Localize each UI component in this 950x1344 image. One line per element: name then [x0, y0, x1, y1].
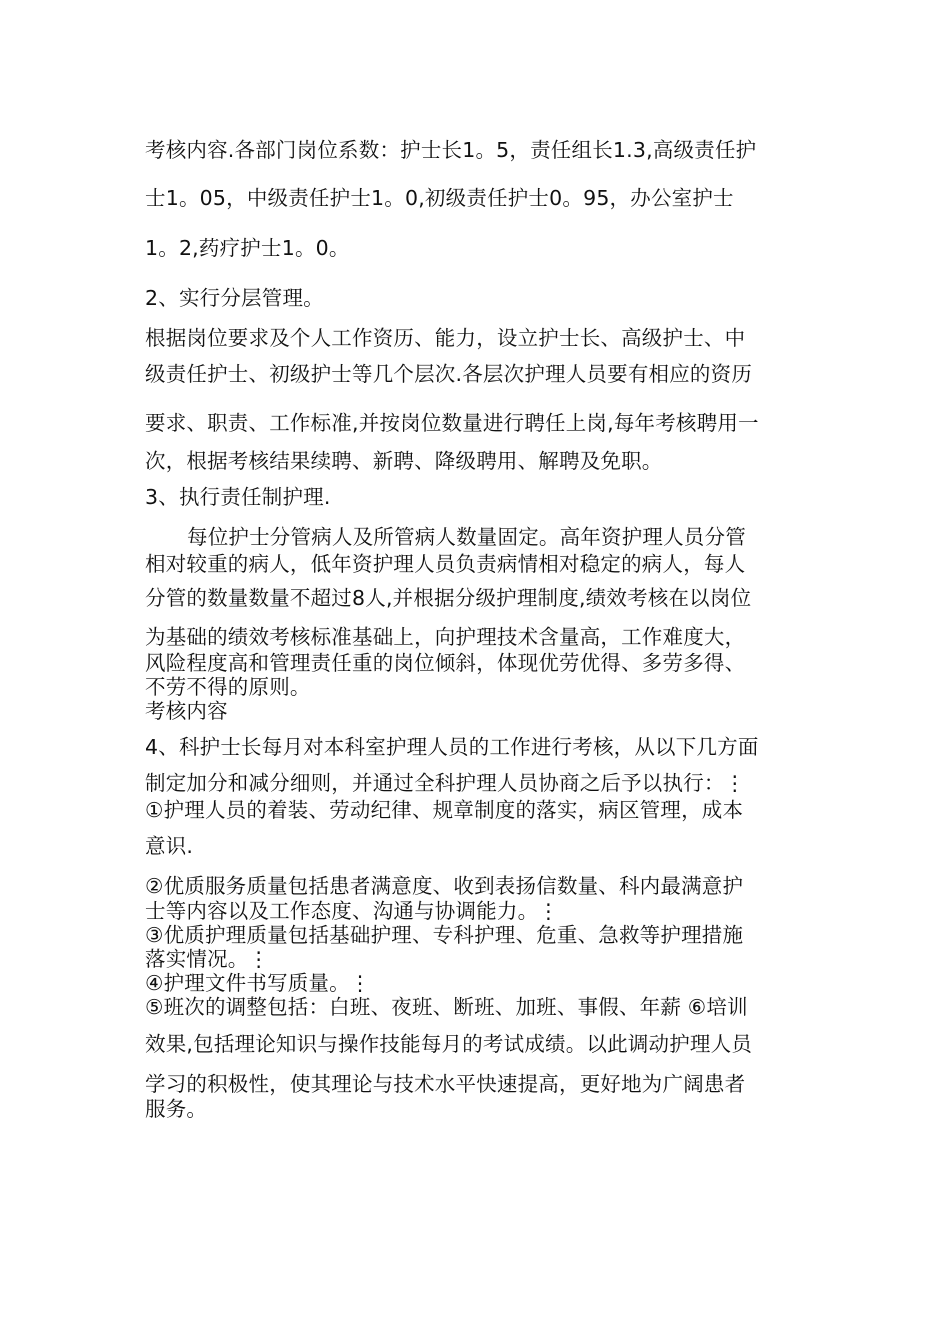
text-line: 不劳不得的原则。	[145, 675, 311, 699]
section-heading: 考核内容	[145, 699, 228, 723]
text-line: 要求、职责、工作标准,并按岗位数量进行聘任上岗,每年考核聘用一	[145, 411, 759, 435]
text-line: 风险程度高和管理责任重的岗位倾斜，体现优劳优得、多劳多得、	[145, 651, 746, 675]
text-line: 考核内容.各部门岗位系数：护士长1。5，责任组长1.3,高级责任护	[145, 138, 757, 162]
text-line: 每位护士分管病人及所管病人数量固定。高年资护理人员分管	[187, 525, 746, 549]
text-line: 1。2,药疗护士1。0。	[145, 236, 350, 260]
text-line: 次，根据考核结果续聘、新聘、降级聘用、解聘及免职。	[145, 449, 663, 473]
text-line: 为基础的绩效考核标准基础上，向护理技术含量高，工作难度大，	[145, 625, 746, 649]
text-line: 效果,包括理论知识与操作技能每月的考试成绩。以此调动护理人员	[145, 1032, 753, 1056]
text-line: 意识.	[145, 834, 194, 858]
text-line: 相对较重的病人，低年资护理人员负责病情相对稳定的病人，每人	[145, 552, 746, 576]
list-item: ①护理人员的着装、劳动纪律、规章制度的落实，病区管理，成本	[145, 798, 744, 822]
text-line: 士1。05，中级责任护士1。0,初级责任护士0。95，办公室护士	[145, 186, 734, 210]
text-line: 制定加分和减分细则，并通过全科护理人员协商之后予以执行：⋮	[145, 771, 746, 795]
text-line: 根据岗位要求及个人工作资历、能力，设立护士长、高级护士、中	[145, 326, 746, 350]
text-line: 落实情况。⋮	[145, 947, 270, 971]
list-item: ③优质护理质量包括基础护理、专科护理、危重、急救等护理措施	[145, 923, 744, 947]
list-item: ⑤班次的调整包括：白班、夜班、断班、加班、事假、年薪 ⑥培训	[145, 995, 748, 1019]
text-line: 级责任护士、初级护士等几个层次.各层次护理人员要有相应的资历	[145, 362, 753, 386]
list-item: ④护理文件书写质量。⋮	[145, 971, 371, 995]
list-item: ②优质服务质量包括患者满意度、收到表扬信数量、科内最满意护	[145, 874, 744, 898]
section-heading: 4、科护士长每月对本科室护理人员的工作进行考核，从以下几方面	[145, 735, 759, 759]
text-line: 士等内容以及工作态度、沟通与协调能力。⋮	[145, 899, 559, 923]
section-heading: 3、执行责任制护理.	[145, 485, 331, 509]
text-line: 服务。	[145, 1097, 208, 1121]
text-line: 学习的积极性，使其理论与技术水平快速提高，更好地为广阔患者	[145, 1072, 746, 1096]
section-heading: 2、实行分层管理。	[145, 286, 324, 310]
text-line: 分管的数量数量不超过8人,并根据分级护理制度,绩效考核在以岗位	[145, 586, 752, 610]
